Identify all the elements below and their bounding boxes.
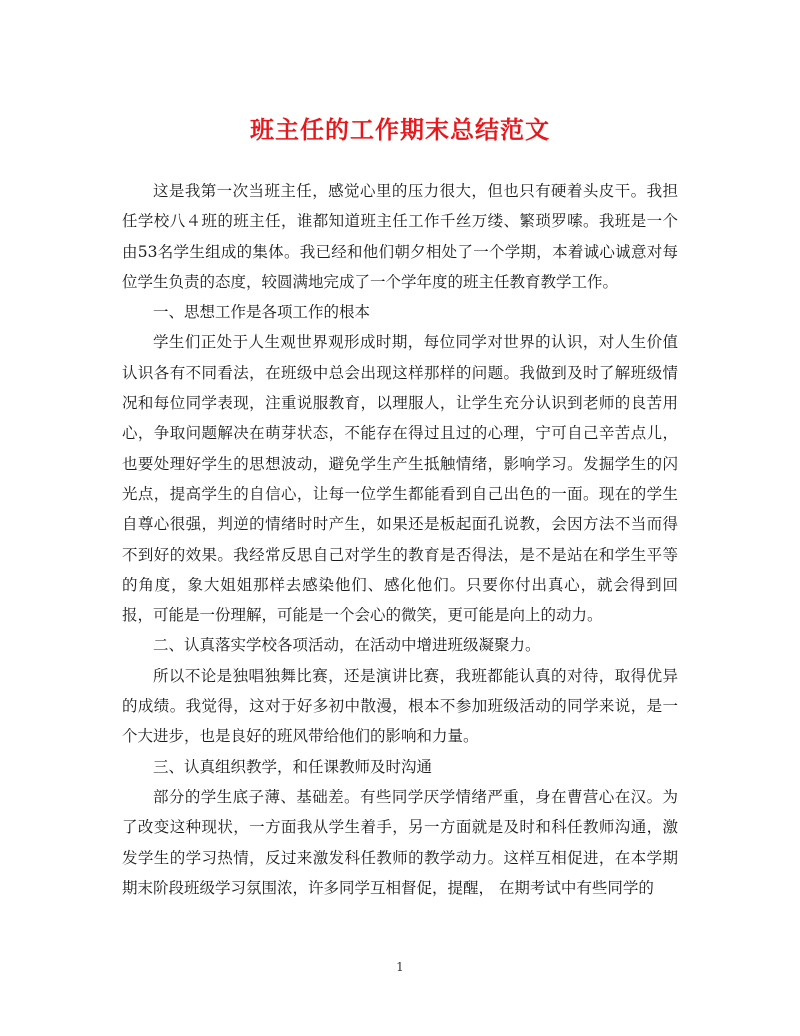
document-body: [122, 176, 678, 903]
section-heading-1: 一、思想工作是各项工作的根本: [153, 303, 371, 322]
section-heading-2: 二、认真落实学校各项活动，在活动中增进班级凝聚力。: [153, 636, 541, 655]
paragraph-intro: 这是我第一次当班主任，感觉心里的压力很大，但也只有硬着头皮干。我担任学校八４班的班主任，谁都知道班主任工作千丝万缕、繁琐罗嗦。我班是一个由53名学生组成的集体。我已经和他们朝夕相处了一个学期，本着诚心诚意对每位学生负责的态度，较圆满地完成了一个学年度的班主任教育教学工作。: [122, 182, 678, 291]
page-number: 1: [396, 960, 404, 974]
section-heading-3: 三、认真组织教学，和任课教师及时沟通: [153, 757, 433, 776]
paragraph-section-2: 所以不论是独唱独舞比赛，还是演讲比赛，我班都能认真的对待，取得优异的成绩。我觉得，这对于好多初中散漫，根本不参加班级活动的同学来说，是一个大进步，也是良好的班风带给他们的影响和力量。: [122, 666, 678, 746]
document-title: 班主任的工作期末总结范文: [250, 115, 550, 144]
paragraph-section-1: 学生们正处于人生观世界观形成时期，每位同学对世界的认识，对人生价值认识各有不同看法，在班级中总会出现这样那样的问题。我做到及时了解班级情况和每位同学表现，注重说服教育，以理服人，让学生充分认识到老师的良苦用心，争取问题解决在萌芽状态，不能存在得过且过的心理，宁可自己辛苦点儿，也要处理好学生的思想波动，避免学生产生抵触情绪，影响学习。发掘学生的闪光点，提高学生的自信心，让每一位学生都能看到自己出色的一面。现在的学生自尊心很强，判逆的情绪时时产生，如果还是板起面孔说教，会因方法不当而得不到好的效果。我经常反思自己对学生的教育是否得法，是不是站在和学生平等的角度，象大姐姐那样去感染他们、感化他们。只要你付出真心，就会得到回报，可能是一份理解，可能是一个会心的微笑，更可能是向上的动力。: [122, 333, 678, 625]
paragraph-section-3: 部分的学生底子薄、基础差。有些同学厌学情绪严重，身在曹营心在汉。为了改变这种现状，一方面我从学生着手，另一方面就是及时和科任教师沟通，激发学生的学习热情，反过来激发科任教师的教学动力。这样互相促进，在本学期期末阶段班级学习氛围浓，许多同学互相督促，提醒， 在期考试中有些同学的: [122, 787, 678, 897]
